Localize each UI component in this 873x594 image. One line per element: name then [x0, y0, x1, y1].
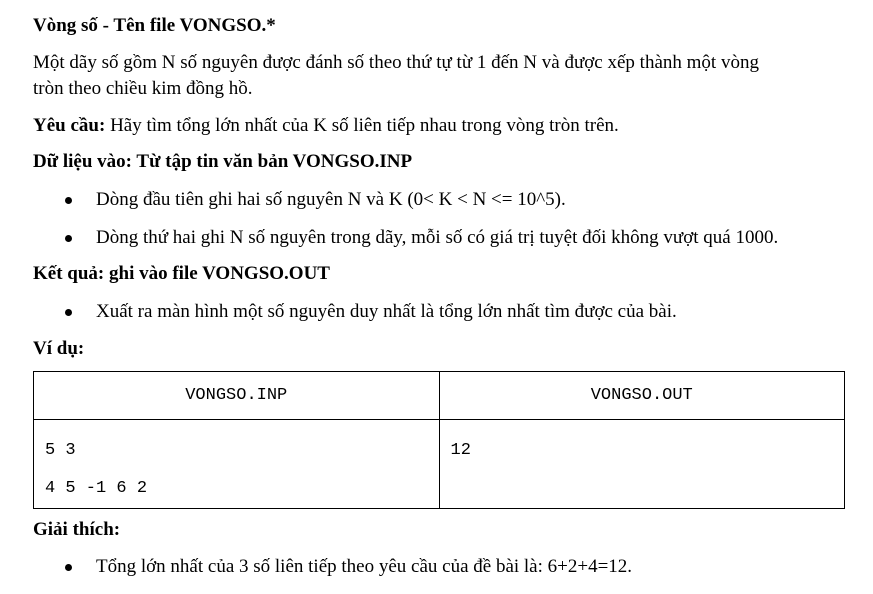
input-heading: Dữ liệu vào: Từ tập tin văn bản VONGSO.INP	[33, 151, 413, 172]
example-output-line-1: 12	[450, 441, 471, 460]
example-input-line-2: 4 5 -1 6 2	[45, 479, 148, 498]
explanation-bullet-1: Tổng lớn nhất của 3 số liên tiếp theo yêu cầu của đề bài là: 6+2+4=12.	[96, 556, 633, 577]
intro-line-1: Một dãy số gồm N số nguyên được đánh số theo thứ tự từ 1 đến N và được xếp thành một vòng	[33, 52, 759, 73]
requirement-text: Hãy tìm tổng lớn nhất của K số liên tiếp nhau trong vòng tròn trên.	[105, 115, 619, 136]
example-output-cell	[439, 420, 845, 509]
example-header-input: VONGSO.INP	[34, 372, 440, 420]
example-input-line-1: 5 3	[45, 441, 76, 460]
bullet-icon	[64, 226, 74, 250]
example-heading: Ví dụ:	[33, 338, 85, 359]
requirement	[33, 114, 619, 138]
example-input-cell	[34, 420, 440, 509]
output-bullet-1: Xuất ra màn hình một số nguyên duy nhất là tổng lớn nhất tìm được của bài.	[96, 301, 677, 322]
intro-line-2: tròn theo chiều kim đồng hồ.	[33, 78, 253, 99]
bullet-icon	[64, 300, 74, 324]
example-header-output: VONGSO.OUT	[439, 372, 845, 420]
output-heading: Kết quả: ghi vào file VONGSO.OUT	[33, 263, 330, 284]
example-table	[33, 371, 845, 509]
explanation-heading: Giải thích:	[33, 519, 121, 540]
input-bullet-1: Dòng đầu tiên ghi hai số nguyên N và K (0< K < N <= 10^5).	[96, 189, 566, 210]
requirement-label: Yêu cầu:	[33, 115, 106, 136]
input-bullet-2: Dòng thứ hai ghi N số nguyên trong dãy, mỗi số có giá trị tuyệt đối không vượt quá 1000.	[96, 227, 779, 248]
bullet-icon	[64, 188, 74, 212]
bullet-icon	[64, 555, 74, 579]
problem-title: Vòng số - Tên file VONGSO.*	[33, 15, 276, 36]
